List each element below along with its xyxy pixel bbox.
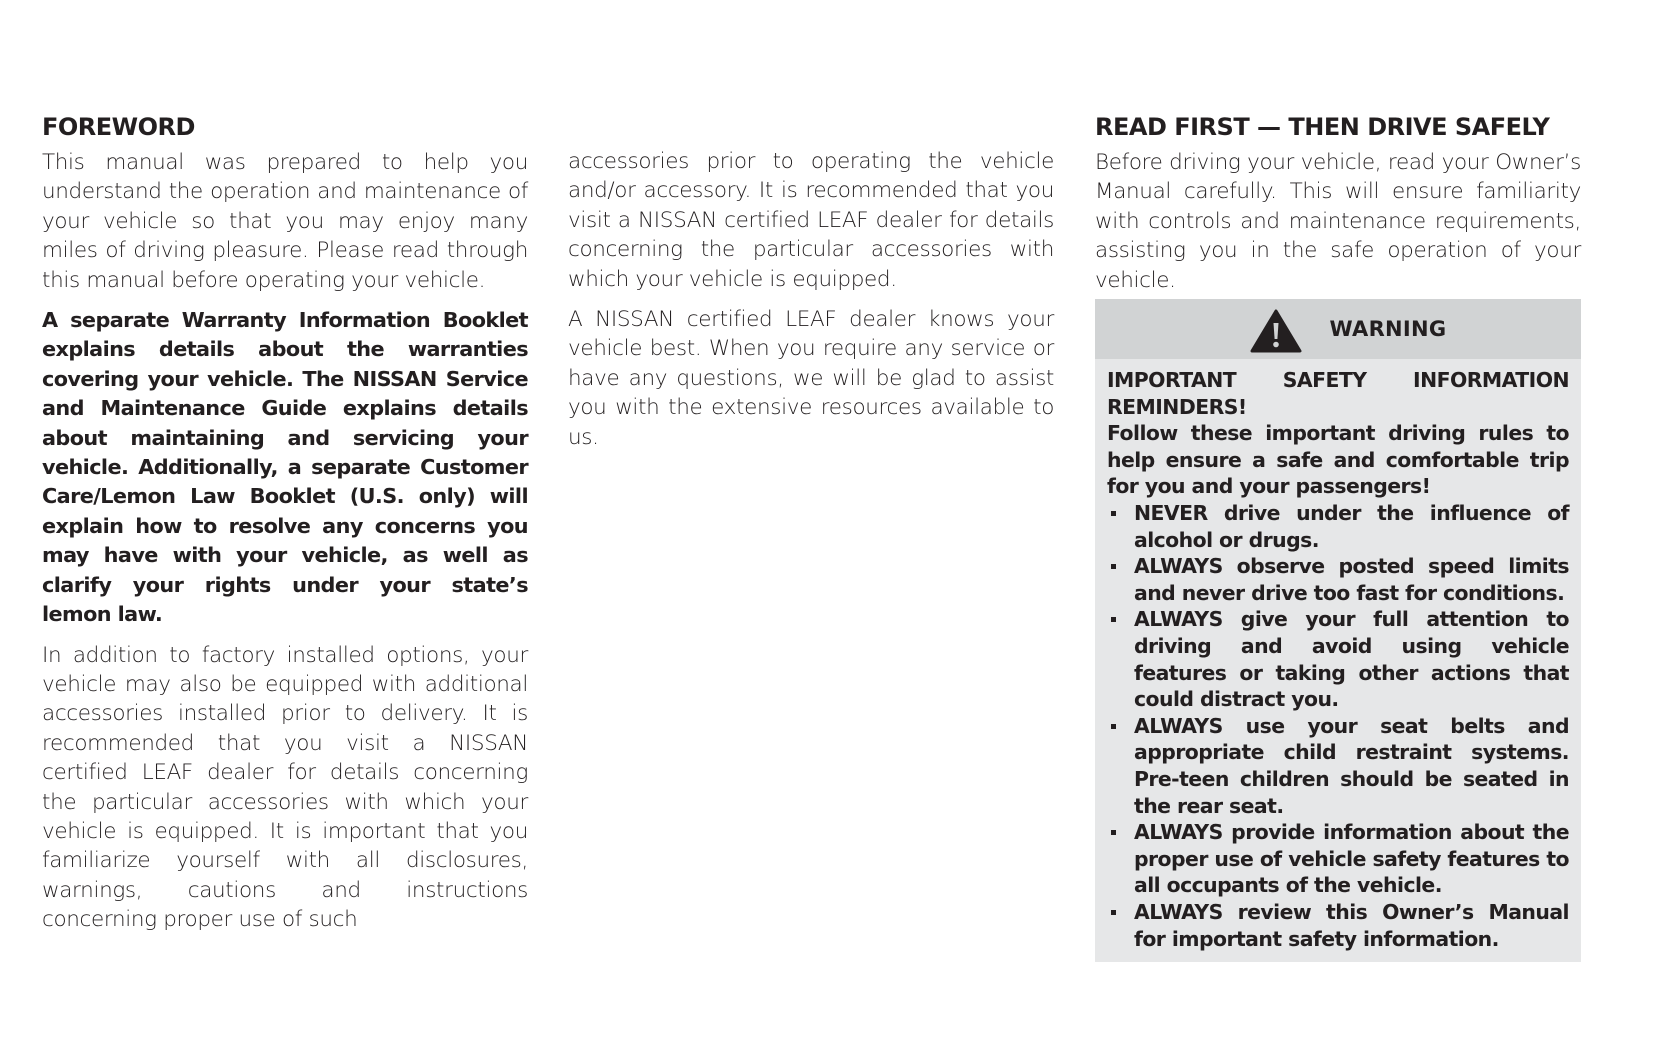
- list-item: ALWAYS use your seat belts and appropriate child restraint systems. Pre-teen children should be seated in the rear seat.: [1107, 713, 1569, 819]
- list-item: ALWAYS observe posted speed limits and never drive too fast for conditions.: [1107, 553, 1569, 606]
- warning-intro-reminders: IMPORTANT SAFETY INFORMATION REMINDERS!: [1107, 368, 1569, 419]
- accessories-continuation-paragraph: accessories prior to operating the vehicle and/or accessory. It is recommended that you visit a NISSAN certified LEAF dealer for details concerning the particular accessories with which your vehicle is equipped.: [568, 149, 1054, 292]
- warning-rules-list: [1107, 500, 1569, 952]
- foreword-section: [42, 112, 528, 946]
- warning-body: [1095, 359, 1581, 962]
- foreword-accessories-paragraph: In addition to factory installed options, your vehicle may also be equipped with additional accessories installed prior to delivery. It is recommended that you visit a NISSAN certified LEAF dealer for details concerning the particular accessories with which your vehicle is equipped. It is important that you familiarize yourself with all disclosures, warnings, cautions and instructions concerning proper use of such: [42, 642, 528, 933]
- warning-intro-rules: Follow these important driving rules to help ensure a safe and comfortable trip for you and your passengers!: [1107, 421, 1569, 499]
- list-item: ALWAYS review this Owner’s Manual for important safety information.: [1107, 899, 1569, 952]
- dealer-paragraph: A NISSAN certified LEAF dealer knows your vehicle best. When you require any service or have any questions, we will be glad to assist you with the extensive resources available to us.: [568, 307, 1054, 450]
- warning-box: [1095, 299, 1581, 962]
- warning-triangle-icon: [1250, 309, 1302, 353]
- warning-title: WARNING: [1329, 317, 1447, 342]
- foreword-warranty-paragraph: A separate Warranty Information Booklet explains details about the warranties covering your vehicle. The NISSAN Service and Maintenance Guide explains details about maintaining and servicing your vehicle. Additionally, a separate Customer Care/Lemon Law Booklet (U.S. only) will explain how to resolve any concerns you may have with your vehicle, as well as clarify your rights under your state’s lemon law.: [42, 308, 528, 627]
- foreword-paragraph-1: This manual was prepared to help you understand the operation and maintenance of your vehicle so that you may enjoy many miles of driving pleasure. Please read through this manual before operating your vehicle.: [42, 150, 528, 293]
- foreword-continuation: [568, 147, 1054, 463]
- list-item: ALWAYS give your full attention to driving and avoid using vehicle features or taking other actions that could distract you.: [1107, 606, 1569, 712]
- list-item: NEVER drive under the influence of alcohol or drugs.: [1107, 500, 1569, 553]
- warning-header: [1095, 299, 1581, 359]
- read-first-paragraph: Before driving your vehicle, read your Owner’s Manual carefully. This will ensure familiarity with controls and maintenance requirements, assisting you in the safe operation of your vehicle.: [1095, 150, 1581, 293]
- read-first-section: [1095, 112, 1581, 962]
- foreword-heading: FOREWORD: [42, 113, 195, 141]
- read-first-heading: READ FIRST — THEN DRIVE SAFELY: [1095, 113, 1550, 141]
- list-item: ALWAYS provide information about the proper use of vehicle safety features to all occupants of the vehicle.: [1107, 819, 1569, 899]
